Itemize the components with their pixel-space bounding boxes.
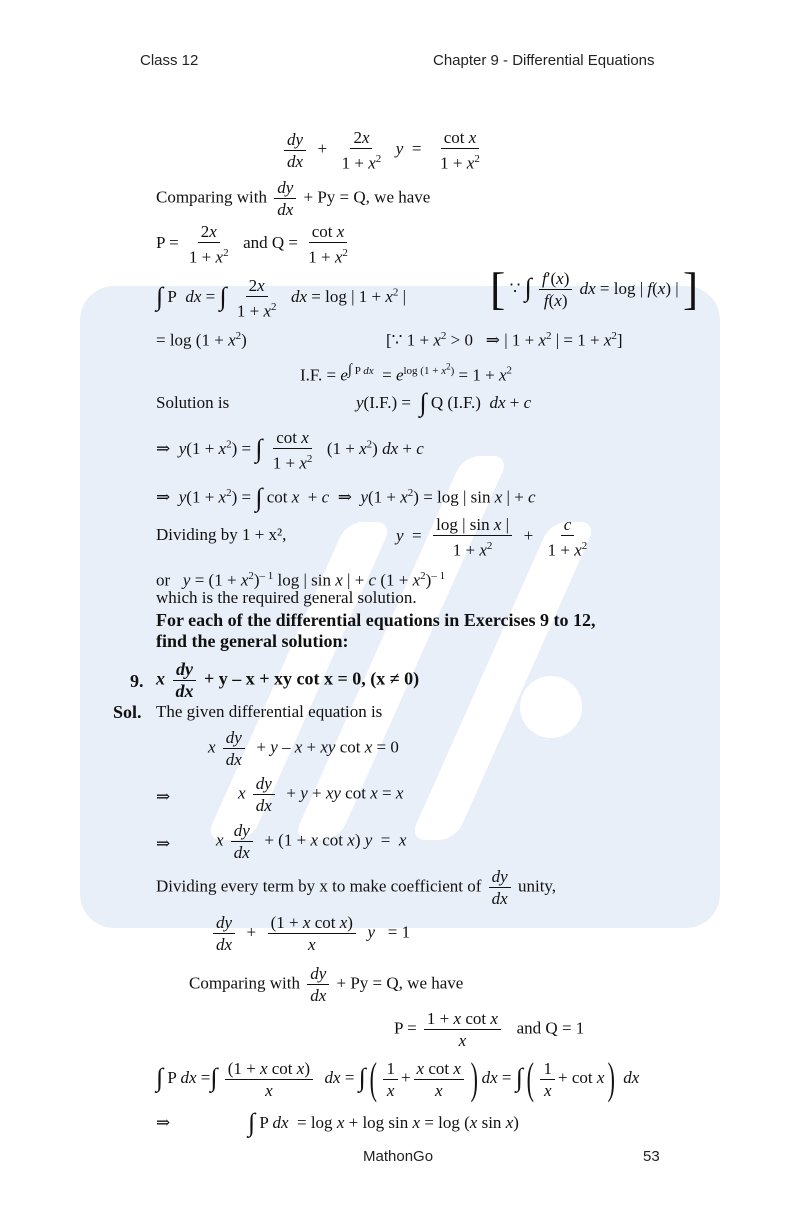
we-have-text-2: + Py = Q, we have <box>336 973 464 993</box>
dividing-text: Dividing by 1 + x², <box>156 525 287 544</box>
equation-step-2: x $\frac{dy}{dx}$ + (1 + x cot x) y = x <box>216 821 407 862</box>
implies-arrow-3: ⇒ <box>156 1113 171 1132</box>
we-have-text: + Py = Q, we have <box>303 187 431 207</box>
log-line: = $\log (1 + x^2)$ <box>156 330 247 350</box>
question-rest: + y – x + xy cot x = 0, (x ≠ 0) <box>204 668 420 689</box>
p-q-line-2: P = $\frac{\text{1 + x cot x}}{x}$ and Q = 1 <box>394 1009 585 1050</box>
and-q-1-text: and Q = 1 <box>516 1018 585 1038</box>
dividing-formula: y = $\frac{\text{log | sin x |}}{1 + x^2}$ + $\frac{c}{1 + x^2}$ <box>396 515 588 560</box>
question-number: 9. <box>130 671 144 691</box>
page-number: 53 <box>643 1148 660 1165</box>
exercise-heading-1: For each of the differential equations in Exercises 9 to 12, <box>156 610 596 630</box>
implies-arrow-2: ⇒ <box>156 834 171 853</box>
integral-p-line-2: ∫ P dx =∫ $\frac{\text{(1 + x cot x)}}{x}$ dx = ∫( $\frac{1}{x}$ + $\frac{\text{x cot x}}{x}$ ) dx = ∫( $\frac{1}{x}$ + cot x) dx <box>156 1054 640 1103</box>
solution-formula: y(I.F.) = ∫ Q (I.F.) dx + c <box>356 388 532 418</box>
and-q-text: and Q = <box>243 233 298 253</box>
integrating-factor-line: I.F. = $e^{\int P dx} = e^{log (1 + x^2)} = 1 + x^2$ <box>300 361 512 385</box>
equation-step-1: x $\frac{dy}{dx}$ + y + xy cot x = x <box>238 774 404 815</box>
since-line: [∵ $1 + x^2 > 0$ ⇒ | $1 + x^2$ | = $1 + x^2$] <box>386 330 623 350</box>
final-log-line: ∫ P dx = log x + log sin x = log (x sin x) <box>248 1108 519 1138</box>
solution-step-1: ⇒ $y(1 + x^2)$ = ∫ $\frac{\text{cot x}}{1 + x^2}$ $(1 + x^2)$ dx + c <box>156 428 424 473</box>
comparing-line: Comparing with $\frac{dy}{dx}$ + Py = Q, we have <box>156 178 431 219</box>
alternate-form: or $y = (1 + x^2)^{- 1}$ log | sin x | + c $(1 + x^2)^{- 1}$ <box>156 570 446 590</box>
comparing-text: Comparing with <box>156 187 267 207</box>
solution-is-label: Solution is <box>156 393 230 412</box>
solution-step-2: ⇒ $y(1 + x^2)$ = ∫ cot x + c ⇒ $y(1 + x^2) = \log$ | sin x | + c <box>156 482 536 512</box>
given-equation: x $\frac{dy}{dx}$ + y – x + xy cot x = 0 <box>208 728 399 769</box>
sol-intro: The given differential equation is <box>156 702 383 721</box>
sol-label: Sol. <box>113 702 142 722</box>
header-chapter: Chapter 9 - Differential Equations <box>433 52 655 69</box>
unity-text: unity, <box>517 876 557 896</box>
question-equation: x $\frac{dy}{dx}$ + y – x + xy cot x = 0, (x ≠ 0) <box>156 659 420 701</box>
exercise-heading-2: find the general solution: <box>156 631 349 651</box>
dividing-every-text: Dividing every term by x to make coefficient of <box>156 876 482 896</box>
comparing-text-2: Comparing with <box>189 973 300 993</box>
bracket-hint: [ ∵ ∫ $\frac{f'(x)}{f(x)}$ dx = log | f(x) | ] <box>490 263 699 314</box>
equation-line-1: $\frac{dy}{dx}$ + $\frac{2x}{1 + x^2}$ y = $\frac{\text{cot x}}{1 + x^2}$ <box>281 128 486 173</box>
standard-form: $\frac{dy}{dx}$ + $\frac{\text{(1 + x cot x)}}{x}$ y = 1 <box>210 913 410 954</box>
integral-p-line: ∫ P dx = ∫ $\frac{2x}{1 + x^2}$ dx = log | $1 + x^2$ | <box>156 276 407 321</box>
header-class: Class 12 <box>140 52 199 69</box>
implies-arrow-1: ⇒ <box>156 787 171 806</box>
p-q-line: P = $\frac{2x}{1 + x^2}$ and Q = $\frac{\text{cot x}}{1 + x^2}$ <box>156 222 348 267</box>
required-solution-text: which is the required general solution. <box>156 588 417 607</box>
comparing-line-2: Comparing with $\frac{dy}{dx}$ + Py = Q, we have <box>189 964 464 1005</box>
dividing-every-line: Dividing every term by x to make coefficient of $\frac{dy}{dx}$ unity, <box>156 867 557 908</box>
footer-brand: MathonGo <box>363 1148 434 1165</box>
